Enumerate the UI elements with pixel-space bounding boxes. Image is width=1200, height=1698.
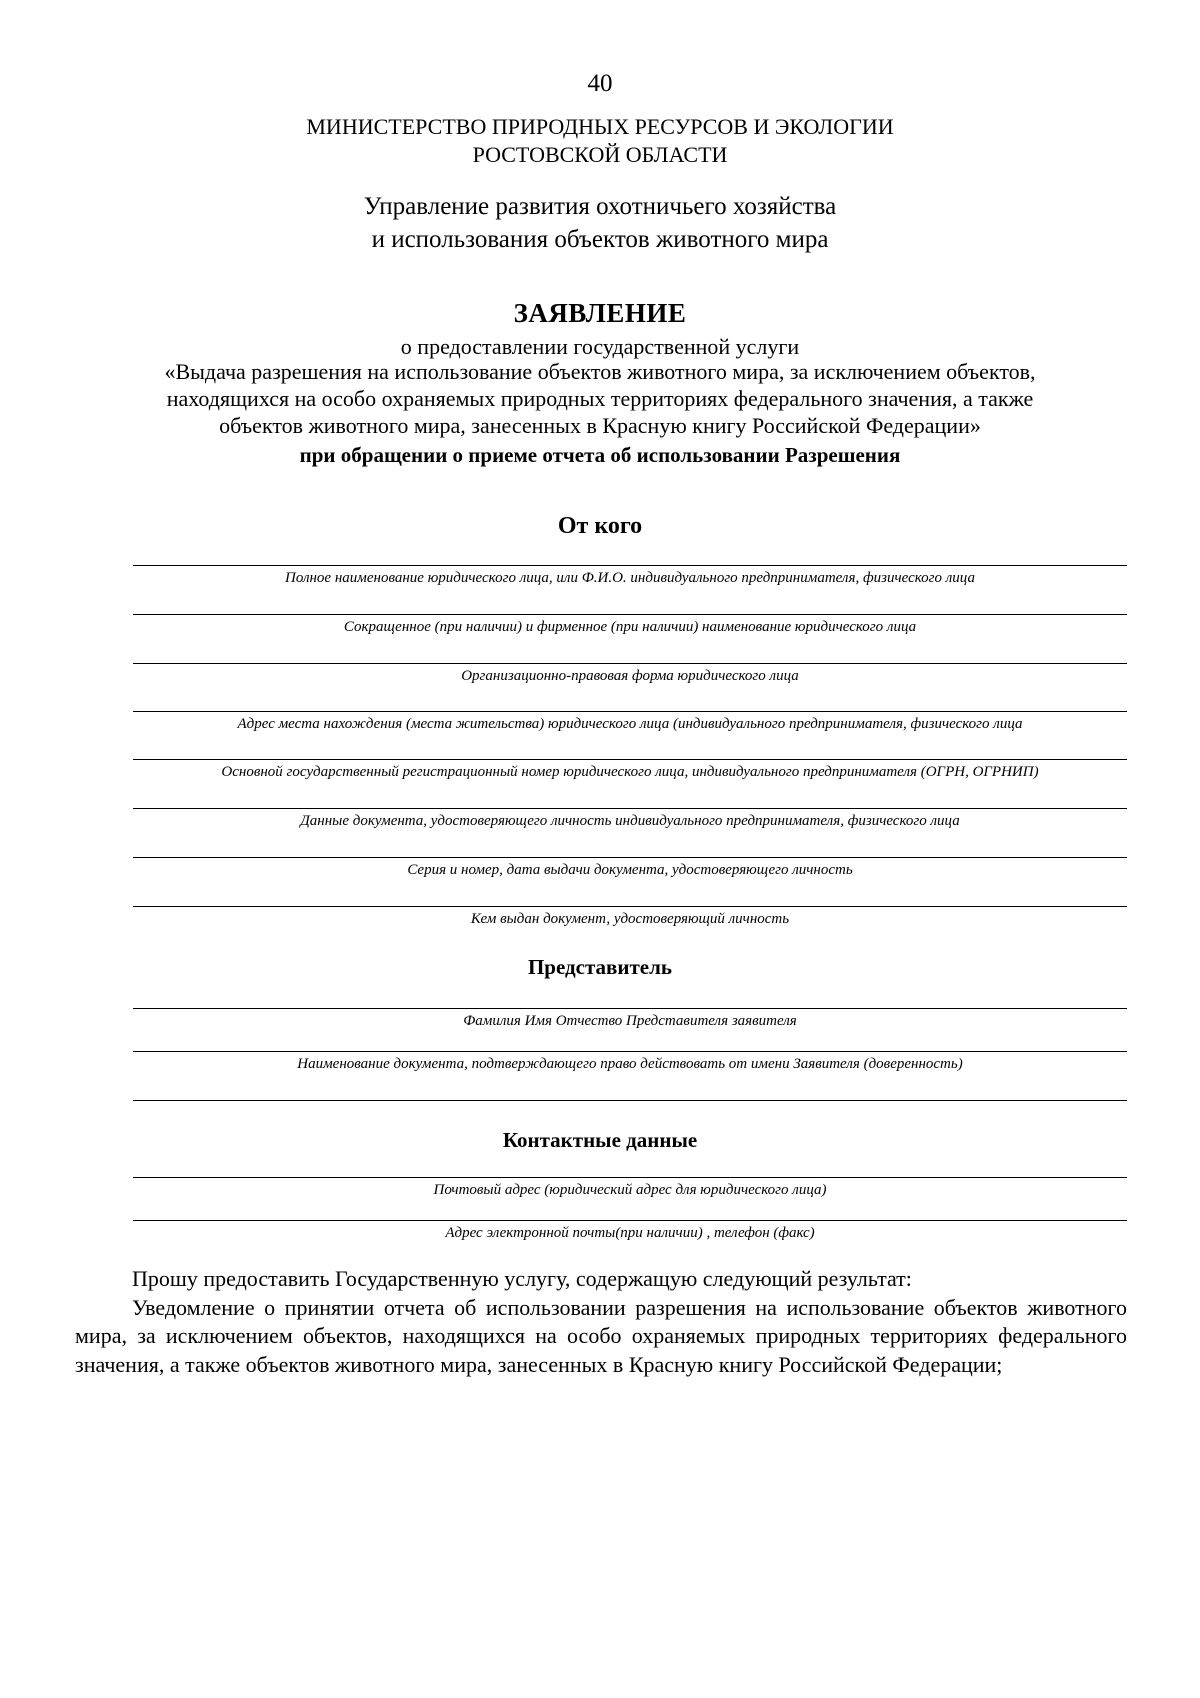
field-email-phone[interactable] xyxy=(133,1220,1127,1242)
blank-fill-line[interactable] xyxy=(133,1100,1127,1101)
field-legal-form[interactable] xyxy=(133,663,1127,685)
fill-line xyxy=(133,1008,1127,1009)
request-line: при обращении о приеме отчета об использовании Разрешения xyxy=(299,443,901,467)
request-body xyxy=(75,1265,1127,1379)
department-line-2: и использования объектов животного мира xyxy=(371,226,829,253)
field-caption: Адрес электронной почты(при наличии) , телефон (факс) xyxy=(445,1225,815,1241)
body-paragraph-1: Прошу предоставить Государственную услугу, содержащую следующий результат: xyxy=(132,1266,912,1291)
field-caption: Фамилия Имя Отчество Представителя заявителя xyxy=(463,1013,797,1029)
service-name-line-1: «Выдача разрешения на использование объектов животного мира, за исключением объектов, xyxy=(164,359,1036,384)
department-line-1: Управление развития охотничьего хозяйства xyxy=(363,193,837,220)
field-caption: Почтовый адрес (юридический адрес для юридического лица) xyxy=(433,1182,827,1198)
field-id-document[interactable] xyxy=(133,808,1127,830)
field-ogrn[interactable] xyxy=(133,759,1127,781)
page-number: 40 xyxy=(587,70,613,97)
representative-section-heading: Представитель xyxy=(527,955,673,979)
field-caption: Наименование документа, подтверждающего право действовать от имени Заявителя (доверенность) xyxy=(297,1056,963,1072)
field-document-issuer[interactable] xyxy=(133,906,1127,928)
service-name-line-2: находящихся на особо охраняемых природных территориях федерального значения, а также xyxy=(166,386,1034,411)
body-paragraph-2: Уведомление о принятии отчета об использовании разрешения на использование объектов животного мира, за исключением объектов, находящихся на особо охраняемых природных территориях федерального значения, а также объектов животного мира, занесенных в Красную книгу Российской Федерации; xyxy=(75,1294,1127,1377)
field-caption: Данные документа, удостоверяющего личность индивидуального предпринимателя, физического лица xyxy=(300,813,960,829)
fill-line xyxy=(133,711,1127,712)
ministry-line-2: РОСТОВСКОЙ ОБЛАСТИ xyxy=(472,142,728,167)
field-caption: Сокращенное (при наличии) и фирменное (при наличии) наименование юридического лица xyxy=(343,619,917,635)
field-postal-address[interactable] xyxy=(133,1177,1127,1199)
field-caption: Основной государственный регистрационный номер юридического лица, индивидуального предпринимателя (ОГРН, ОГРНИП) xyxy=(221,764,1039,780)
field-caption: Серия и номер, дата выдачи документа, удостоверяющего личность xyxy=(407,862,853,878)
ministry-line-1: МИНИСТЕРСТВО ПРИРОДНЫХ РЕСУРСОВ И ЭКОЛОГИИ xyxy=(306,114,894,139)
fill-line xyxy=(133,663,1127,664)
field-caption: Адрес места нахождения (места жительства) юридического лица (индивидуального предпринимателя, физического лица xyxy=(237,716,1023,732)
service-name-line-3: объектов животного мира, занесенных в Красную книгу Российской Федерации» xyxy=(219,413,981,438)
field-power-of-attorney[interactable] xyxy=(133,1051,1127,1073)
fill-line xyxy=(133,857,1127,858)
field-full-name[interactable] xyxy=(133,565,1127,587)
fill-line xyxy=(133,614,1127,615)
contact-section-heading: Контактные данные xyxy=(502,1128,698,1152)
service-name xyxy=(0,358,1200,439)
document-subtitle: о предоставлении государственной услуги xyxy=(400,334,800,359)
fill-line xyxy=(133,1177,1127,1178)
field-caption: Организационно-правовая форма юридического лица xyxy=(461,668,799,684)
fill-line xyxy=(133,906,1127,907)
fill-line xyxy=(133,565,1127,566)
department-header xyxy=(0,190,1200,256)
document-title: ЗАЯВЛЕНИЕ xyxy=(513,298,687,328)
field-caption: Кем выдан документ, удостоверяющий личность xyxy=(470,911,790,927)
field-document-series[interactable] xyxy=(133,857,1127,879)
field-short-name[interactable] xyxy=(133,614,1127,636)
field-caption: Полное наименование юридического лица, или Ф.И.О. индивидуального предпринимателя, физического лица xyxy=(284,570,975,586)
fill-line xyxy=(133,808,1127,809)
fill-line xyxy=(133,1051,1127,1052)
fill-line xyxy=(133,1220,1127,1221)
field-representative-name[interactable] xyxy=(133,1008,1127,1030)
fill-line xyxy=(133,759,1127,760)
ministry-header xyxy=(0,113,1200,169)
from-section-heading: От кого xyxy=(557,513,643,539)
field-address[interactable] xyxy=(133,711,1127,733)
